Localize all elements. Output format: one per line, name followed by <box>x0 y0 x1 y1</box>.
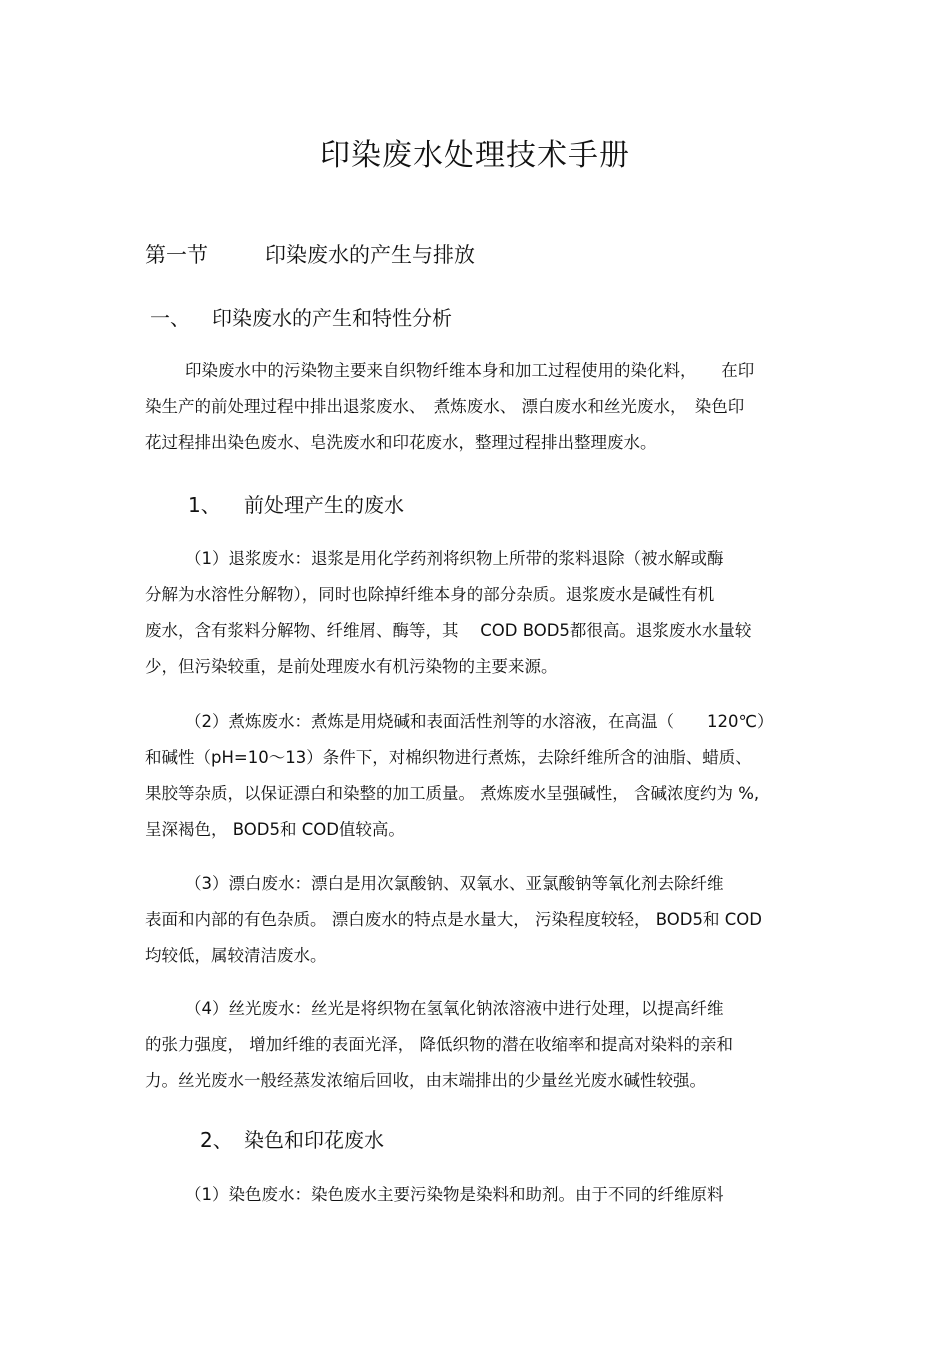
paragraph-line: 废水，含有浆料分解物、纤维屑、酶等，其 COD BOD5都很高。退浆废水水量较 <box>145 621 752 640</box>
paragraph-line: （1）染色废水：染色废水主要污染物是染料和助剂。由于不同的纤维原料 <box>185 1185 724 1204</box>
intro-paragraph <box>145 353 754 461</box>
paragraph-line: 的张力强度， 增加纤维的表面光泽， 降低织物的潜在收缩率和提高对染料的亲和 <box>145 1035 733 1054</box>
part1-title: 前处理产生的废水 <box>244 493 404 517</box>
paragraph-line: 力。丝光废水一般经蒸发浓缩后回收，由末端排出的少量丝光废水碱性较强。 <box>145 1071 706 1090</box>
paragraph-line: （3）漂白废水：漂白是用次氯酸钠、双氧水、亚氯酸钠等氧化剂去除纤维 <box>185 874 724 893</box>
part2-number: 2、 <box>200 1128 233 1152</box>
part1-number: 1、 <box>188 493 221 517</box>
section-heading <box>145 240 475 270</box>
part1-heading <box>188 490 404 520</box>
scouring-paragraph <box>145 704 774 848</box>
desizing-paragraph <box>145 541 751 685</box>
paragraph-line: 花过程排出染色废水、皂洗废水和印花废水，整理过程排出整理废水。 <box>145 433 657 452</box>
part2-heading <box>200 1125 384 1155</box>
paragraph-line: 呈深褐色， BOD5和 COD值较高。 <box>145 820 405 839</box>
section-title: 印染废水的产生与排放 <box>265 243 475 267</box>
paragraph-line: 印染废水中的污染物主要来自织物纤维本身和加工过程使用的染化料， 在印 <box>185 361 755 380</box>
subsection-title: 印染废水的产生和特性分析 <box>212 306 452 330</box>
paragraph-line: 果胶等杂质，以保证漂白和染整的加工质量。 煮炼废水呈强碱性， 含碱浓度约为 %, <box>145 784 760 803</box>
paragraph-line: 表面和内部的有色杂质。 漂白废水的特点是水量大， 污染程度较轻， BOD5和 COD <box>145 910 762 929</box>
paragraph-line: 均较低，属较清洁废水。 <box>145 946 327 965</box>
subsection-number: 一、 <box>150 306 190 330</box>
dyeing-paragraph <box>145 1177 724 1213</box>
document-title: 印染废水处理技术手册 <box>320 138 630 173</box>
paragraph-line: 染生产的前处理过程中排出退浆废水、 煮炼废水、 漂白废水和丝光废水， 染色印 <box>145 397 745 416</box>
mercerizing-paragraph <box>145 991 733 1099</box>
subsection-heading <box>150 303 452 333</box>
paragraph-line: 少，但污染较重，是前处理废水有机污染物的主要来源。 <box>145 657 558 676</box>
paragraph-line: （2）煮炼废水：煮炼是用烧碱和表面活性剂等的水溶液，在高温（ 120℃） <box>185 712 774 731</box>
section-number: 第一节 <box>145 243 208 267</box>
paragraph-line: （1）退浆废水：退浆是用化学药剂将织物上所带的浆料退除（被水解或酶 <box>185 549 724 568</box>
part2-title: 染色和印花废水 <box>244 1128 384 1152</box>
paragraph-line: 和碱性（pH=10～13）条件下，对棉织物进行煮炼，去除纤维所含的油脂、蜡质、 <box>145 748 752 767</box>
paragraph-line: （4）丝光废水：丝光是将织物在氢氧化钠浓溶液中进行处理，以提高纤维 <box>185 999 724 1018</box>
paragraph-line: 分解为水溶性分解物），同时也除掉纤维本身的部分杂质。退浆废水是碱性有机 <box>145 585 715 604</box>
bleaching-paragraph <box>145 866 762 974</box>
